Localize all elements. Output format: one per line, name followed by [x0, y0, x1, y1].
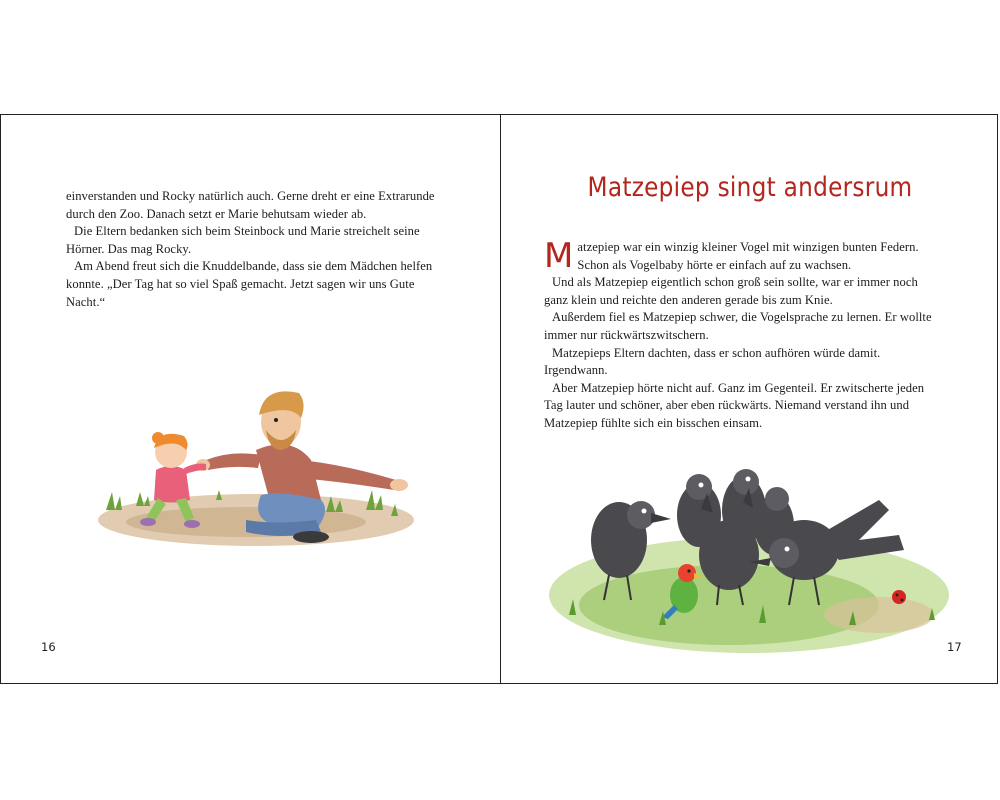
page-number: 16	[41, 640, 56, 654]
paragraph: Und als Matzepiep eigentlich schon groß sein sollte, war er immer noch ganz klein und reichte den anderen gerade bis zum Knie.	[544, 275, 918, 307]
paragraph: Aber Matzepiep hörte nicht auf. Ganz im Gegenteil. Er zwitscherte jeden Tag lauter und schöner, aber eben rückwärts. Niemand verstand ihn und Matzepiep fühlte sich ein bisschen einsam.	[544, 380, 925, 430]
page-number: 17	[947, 640, 962, 654]
first-paragraph-text: atzepiep war ein winzig kleiner Vogel mit winzigen bunten Federn. Schon als Vogelbaby hörte er einfach auf zu wachsen.	[577, 240, 919, 272]
left-page	[1, 115, 500, 683]
paragraph: Außerdem fiel es Matzepiep schwer, die Vogelsprache zu lernen. Er wollte immer nur rückwärtszwitschern.	[544, 310, 932, 342]
right-page	[501, 115, 999, 683]
paragraph: Matzepieps Eltern dachten, dass er schon aufhören würde damit. Irgendwann.	[544, 345, 881, 378]
book-spread	[0, 114, 998, 684]
paragraph	[544, 236, 944, 276]
dropcap: M	[544, 236, 574, 276]
paragraph: Am Abend freut sich die Knuddelbande, dass sie dem Mädchen helfen konnte. „Der Tag hat so viel Spaß gemacht. Jetzt sagen wir uns Gute Nacht.“	[66, 259, 433, 309]
right-page-text	[544, 236, 944, 433]
paragraph: Die Eltern bedanken sich beim Steinbock und Marie streichelt seine Hörner. Das mag Rocky.	[66, 224, 420, 256]
left-page-text	[66, 188, 446, 311]
paragraph: einverstanden und Rocky natürlich auch. Gerne dreht er eine Extrarunde durch den Zoo. Danach setzt er Marie behutsam wieder ab.	[66, 189, 435, 221]
father-and-girl-illustration	[96, 360, 416, 550]
chapter-title: Matzepiep singt andersrum	[587, 172, 913, 203]
crows-and-small-bird-illustration	[549, 455, 954, 655]
